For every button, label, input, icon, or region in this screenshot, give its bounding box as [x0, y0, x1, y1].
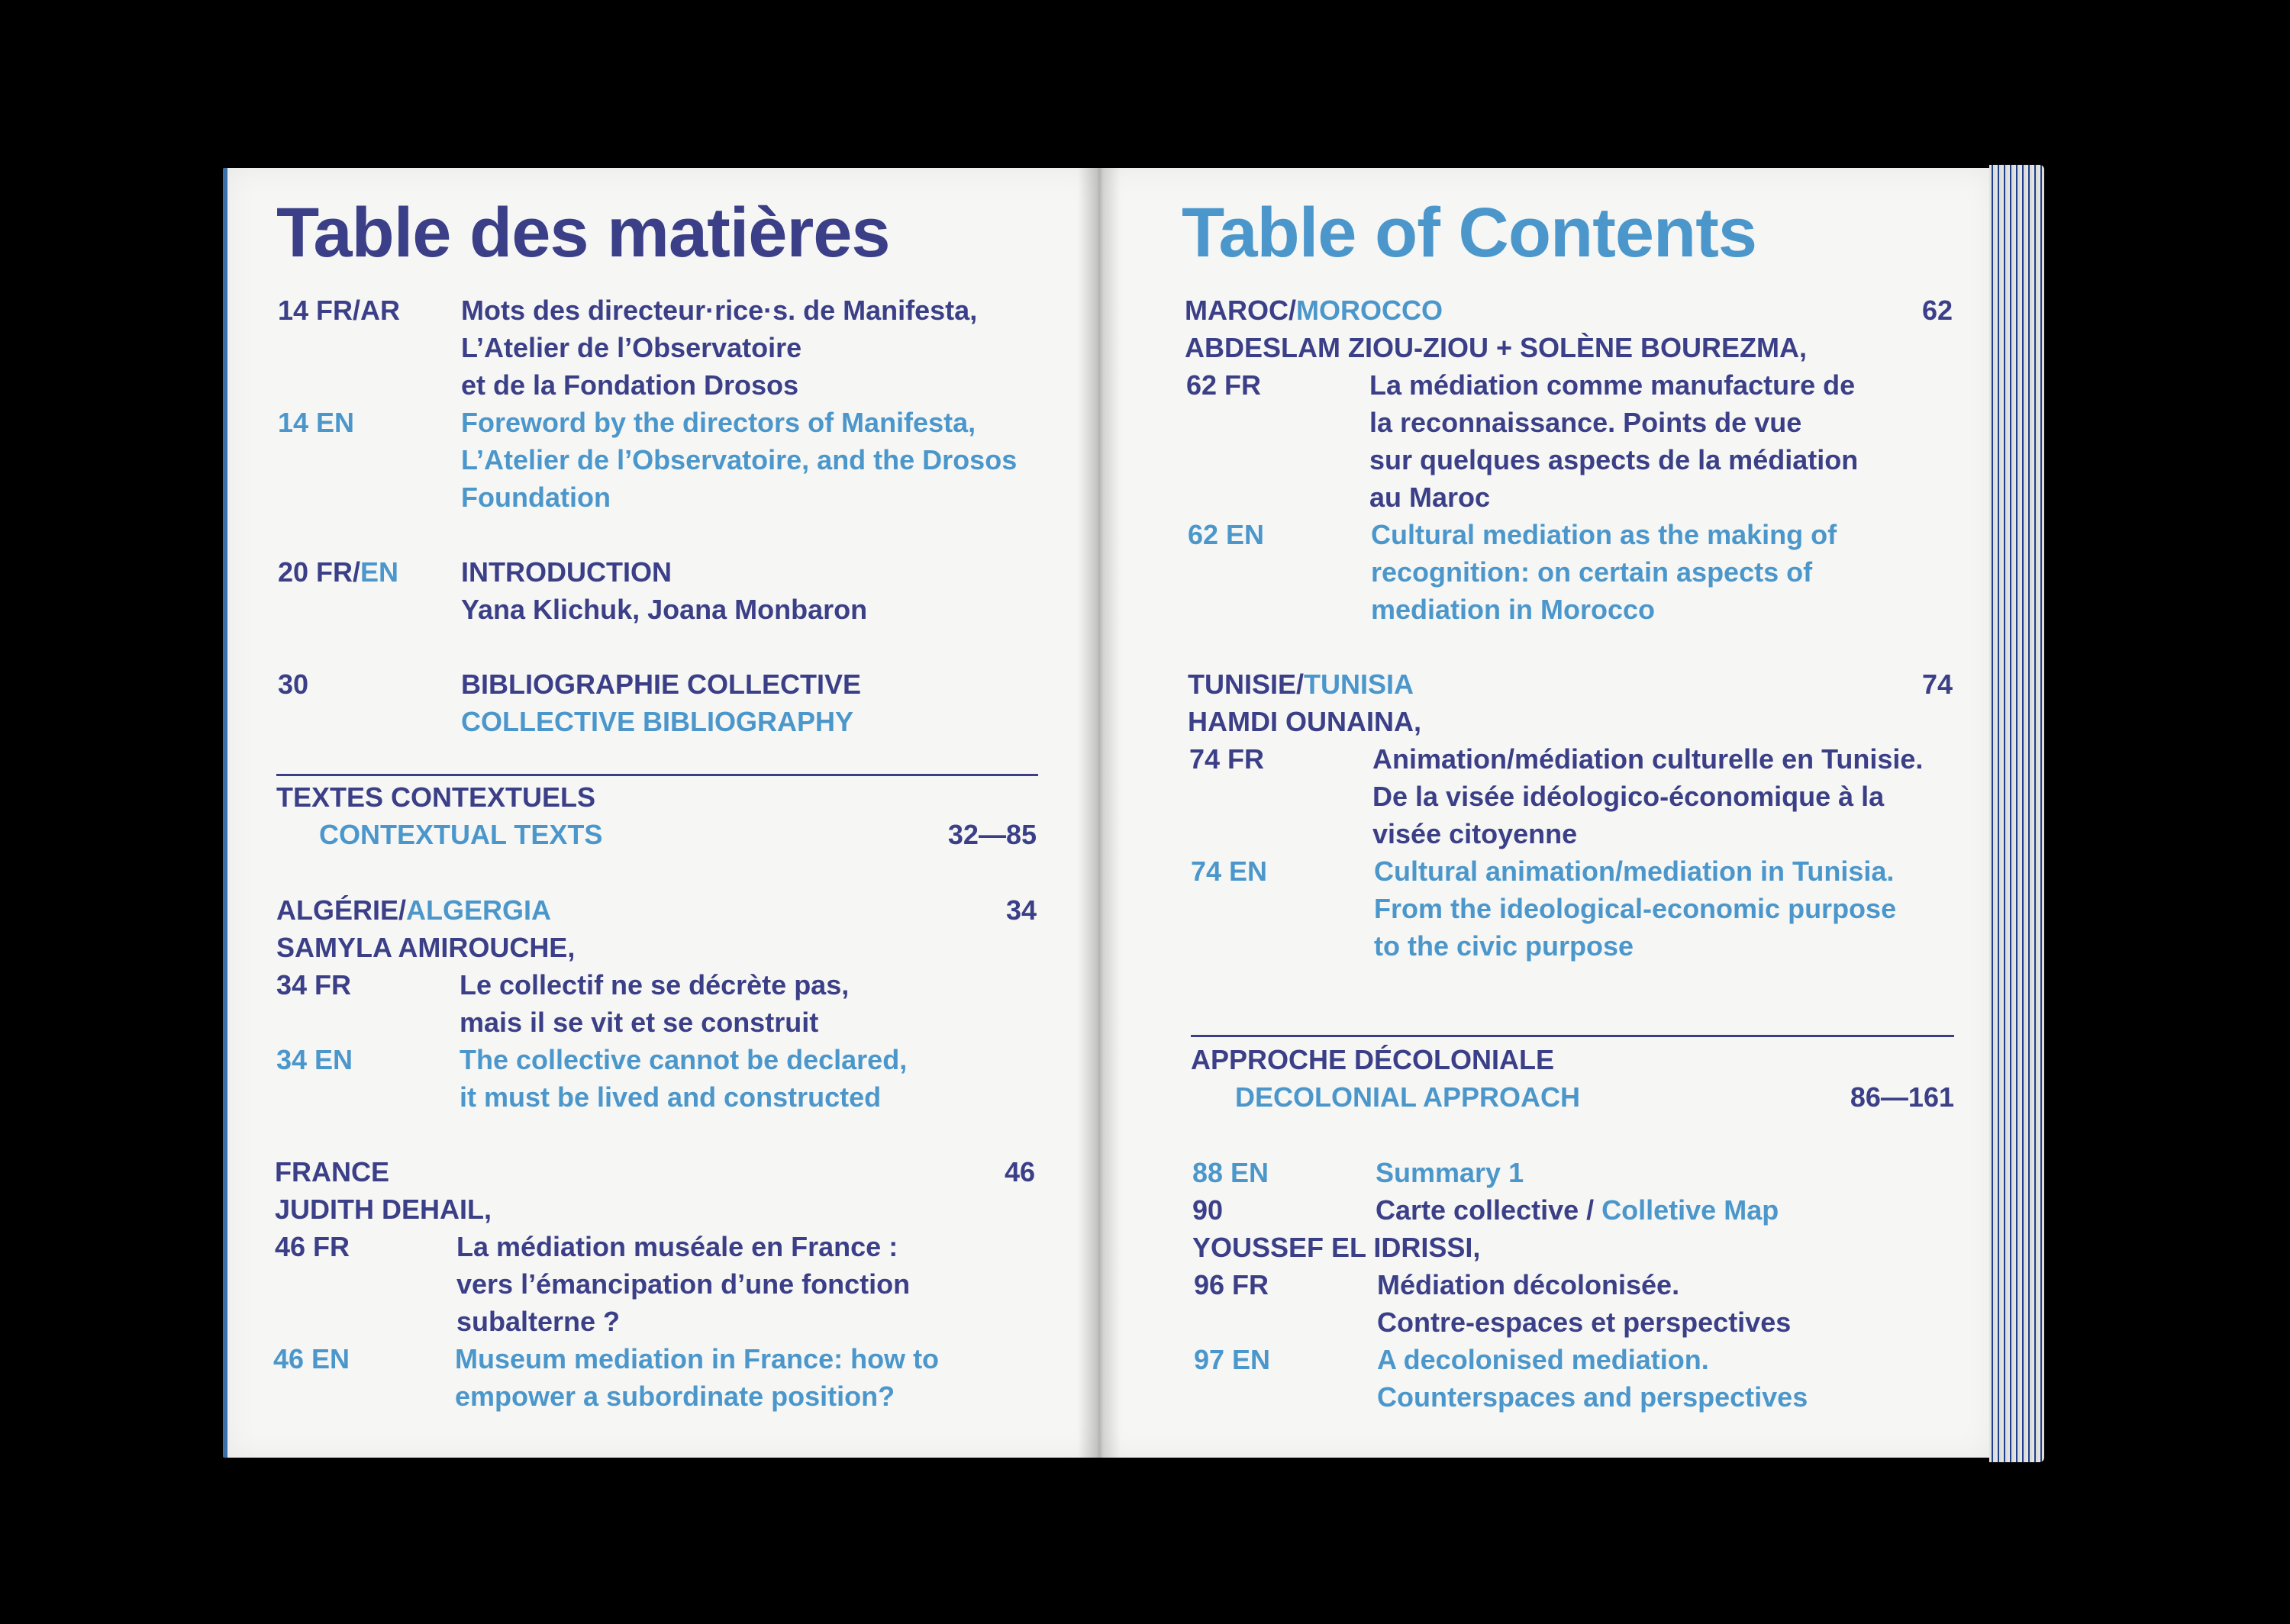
page-title-en: Table of Contents [1182, 194, 1757, 272]
num-fr: 20 FR/ [278, 556, 361, 588]
country-heading [1185, 292, 1443, 329]
page-edges [1989, 165, 2044, 1462]
toc-number: 74 EN [1191, 856, 1268, 887]
num-en: EN [360, 556, 399, 588]
toc-number: 90 [1192, 1194, 1224, 1226]
toc-entry-line: la reconnaissance. Points de vue [1369, 407, 1802, 438]
page-number: 62 [1921, 295, 1953, 326]
author-name: HAMDI OUNAINA, [1188, 706, 1421, 737]
toc-entry-line: Contre-espaces et perspectives [1377, 1307, 1792, 1338]
toc-entry-line: L’Atelier de l’Observatoire, and the Drosos [461, 444, 1018, 475]
toc-entry-line: Cultural animation/mediation in Tunisia. [1374, 856, 1895, 887]
author-name: SAMYLA AMIROUCHE, [276, 932, 576, 963]
toc-number: 46 EN [273, 1343, 350, 1374]
section-page-range: 32—85 [947, 819, 1037, 850]
toc-entry-line: Le collectif ne se décrète pas, [460, 969, 850, 1000]
toc-number: 14 FR/AR [278, 295, 401, 326]
toc-entry-line: La médiation comme manufacture de [1369, 369, 1856, 401]
toc-entry-line: La médiation muséale en France : [456, 1231, 898, 1262]
toc-number: 97 EN [1194, 1344, 1271, 1375]
toc-entry-line: recognition: on certain aspects of [1371, 556, 1813, 588]
toc-entry-line: Foundation [461, 482, 611, 513]
page-number: 74 [1921, 669, 1953, 700]
country-heading: FRANCE [275, 1156, 389, 1187]
toc-entry-line: De la visée idéologico-économique à la [1372, 781, 1885, 812]
toc-entry-line: Counterspaces and perspectives [1377, 1381, 1808, 1413]
toc-number: 34 EN [276, 1044, 353, 1075]
toc-entry-line: visée citoyenne [1372, 818, 1578, 849]
toc-number [278, 553, 398, 591]
toc-entry-line: From the ideological-economic purpose [1374, 893, 1897, 924]
page-number: 34 [1005, 894, 1037, 926]
country-en: TUNISIA [1304, 669, 1414, 700]
toc-entry-line: vers l’émancipation d’une fonction [456, 1268, 911, 1300]
country-en: MOROCCO [1296, 295, 1443, 326]
toc-number: 74 FR [1189, 743, 1265, 775]
map-title-separator: / [1579, 1194, 1602, 1226]
toc-entry-line: Yana Klichuk, Joana Monbaron [461, 594, 868, 625]
toc-entry-line: Animation/médiation culturelle en Tunisie. [1372, 743, 1924, 775]
toc-entry-line: Summary 1 [1376, 1157, 1524, 1188]
toc-number: 62 FR [1186, 369, 1262, 401]
toc-number: 88 EN [1192, 1157, 1269, 1188]
country-fr: MAROC/ [1185, 295, 1296, 326]
map-title-en: Colletive Map [1601, 1194, 1779, 1226]
toc-entry-line: Médiation décolonisée. [1377, 1269, 1680, 1300]
toc-number: 46 FR [275, 1231, 350, 1262]
toc-entry-line: it must be lived and constructed [460, 1081, 882, 1113]
toc-entry-line: mais il se vit et se construit [460, 1007, 819, 1038]
country-fr: ALGÉRIE/ [276, 894, 407, 926]
toc-entry-line: L’Atelier de l’Observatoire [461, 332, 802, 363]
author-name: ABDESLAM ZIOU-ZIOU + SOLÈNE BOUREZMA, [1185, 332, 1808, 363]
toc-entry-line: INTRODUCTION [461, 556, 672, 588]
toc-number: 14 EN [278, 407, 355, 438]
page-number: 46 [1004, 1156, 1035, 1187]
section-heading-en: DECOLONIAL APPROACH [1235, 1081, 1581, 1113]
author-name: YOUSSEF EL IDRISSI, [1192, 1232, 1481, 1263]
toc-number: 34 FR [276, 969, 352, 1000]
section-heading: APPROCHE DÉCOLONIALE [1191, 1044, 1555, 1075]
toc-entry-line: Mots des directeur·rice·s. de Manifesta, [461, 295, 978, 326]
page-title-fr: Table des matières [276, 194, 890, 272]
toc-entry-line: The collective cannot be declared, [460, 1044, 908, 1075]
country-fr: TUNISIE/ [1188, 669, 1305, 700]
toc-number: 62 EN [1188, 519, 1265, 550]
toc-entry-line: et de la Fondation Drosos [461, 369, 799, 401]
section-page-range: 86—161 [1850, 1081, 1954, 1113]
section-heading: TEXTES CONTEXTUELS [276, 781, 596, 813]
toc-entry-line: A decolonised mediation. [1377, 1344, 1709, 1375]
toc-entry-line: subalterne ? [456, 1306, 621, 1337]
toc-entry-line: mediation in Morocco [1371, 594, 1656, 625]
author-name: JUDITH DEHAIL, [275, 1194, 492, 1225]
map-title-fr: Carte collective [1376, 1194, 1579, 1226]
country-en: ALGERGIA [406, 894, 552, 926]
toc-entry-line: to the civic purpose [1374, 930, 1634, 962]
country-heading [276, 891, 551, 929]
toc-entry-line: Cultural mediation as the making of [1371, 519, 1837, 550]
toc-number: 30 [278, 669, 309, 700]
toc-entry-line: sur quelques aspects de la médiation [1369, 444, 1859, 475]
toc-entry-line [1376, 1191, 1779, 1229]
book-gutter [1078, 168, 1121, 1458]
toc-entry-line: Foreword by the directors of Manifesta, [461, 407, 976, 438]
toc-entry-line: au Maroc [1369, 482, 1491, 513]
section-divider [1191, 1035, 1954, 1037]
toc-entry-line: BIBLIOGRAPHIE COLLECTIVE [461, 669, 862, 700]
toc-entry-line: empower a subordinate position? [455, 1381, 895, 1412]
toc-number: 96 FR [1194, 1269, 1269, 1300]
toc-entry-line: COLLECTIVE BIBLIOGRAPHY [461, 706, 854, 737]
country-heading [1188, 665, 1414, 703]
toc-entry-line: Museum mediation in France: how to [455, 1343, 940, 1374]
section-heading-en: CONTEXTUAL TEXTS [319, 819, 603, 850]
section-divider [276, 774, 1038, 776]
